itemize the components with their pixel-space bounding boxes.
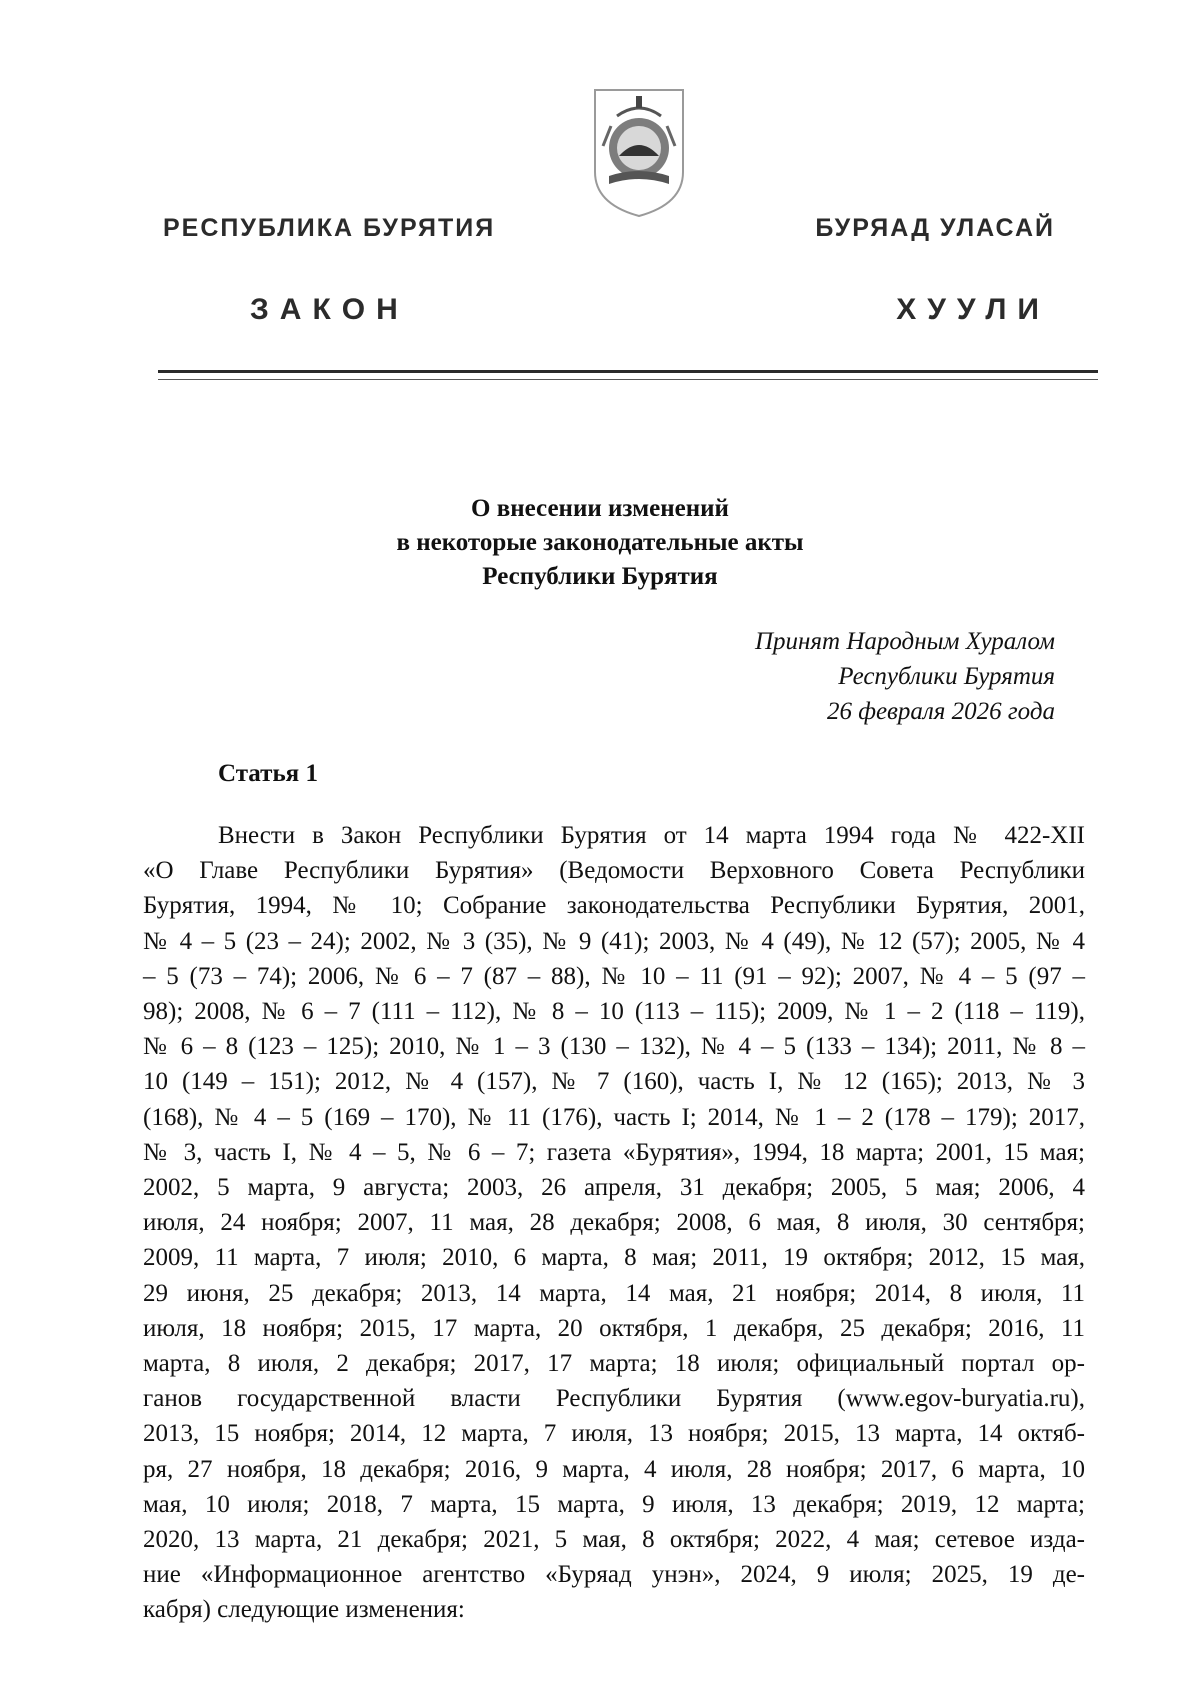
body-line: «О Главе Республики Бурятия» (Ведомости Верховного Совета Республики (143, 857, 1085, 885)
body-line: 10 (149 – 151); 2012, № 4 (157), № 7 (160), часть I, № 12 (165); 2013, № 3 (143, 1068, 1085, 1096)
body-line: 2002, 5 марта, 9 августа; 2003, 26 апреля, 31 декабря; 2005, 5 мая; 2006, 4 (143, 1174, 1085, 1202)
republic-name-russian: РЕСПУБЛИКА БУРЯТИЯ (163, 214, 496, 242)
body-line: июля, 24 ноября; 2007, 11 мая, 28 декабря; 2008, 6 мая, 8 июля, 30 сентября; (143, 1209, 1085, 1237)
law-title (0, 492, 1200, 594)
body-line: марта, 8 июля, 2 декабря; 2017, 17 марта; 18 июля; официальный портал ор- (143, 1350, 1085, 1378)
law-label-buryat: ХУУЛИ (896, 293, 1050, 326)
adoption-date: 26 февраля 2026 года (826, 698, 1055, 725)
body-line: Внести в Закон Республики Бурятия от 14 марта 1994 года № 422-XII (218, 822, 1085, 849)
body-line: ние «Информационное агентство «Буряад унэн», 2024, 9 июля; 2025, 19 де- (143, 1561, 1085, 1589)
body-line: июля, 18 ноября; 2015, 17 марта, 20 октября, 1 декабря, 25 декабря; 2016, 11 (143, 1314, 1085, 1342)
body-line: № 3, часть I, № 4 – 5, № 6 – 7; газета «Бурятия», 1994, 18 марта; 2001, 15 мая; (143, 1138, 1085, 1166)
title-line: в некоторые законодательные акты (396, 529, 804, 556)
article-heading: Статья 1 (218, 760, 318, 787)
adoption-note (755, 624, 1055, 729)
adoption-line: Республики Бурятия (838, 663, 1055, 690)
header-divider (158, 370, 1098, 380)
body-line: 29 июня, 25 декабря; 2013, 14 марта, 14 мая, 21 ноября; 2014, 8 июля, 11 (143, 1279, 1085, 1307)
title-line: О внесении изменений (471, 495, 729, 522)
body-line: мая, 10 июля; 2018, 7 марта, 15 марта, 9 июля, 13 декабря; 2019, 12 марта; (143, 1490, 1085, 1518)
body-line: (168), № 4 – 5 (169 – 170), № 11 (176), часть I; 2014, № 1 – 2 (178 – 179); 2017, (143, 1103, 1085, 1131)
body-line: 98); 2008, № 6 – 7 (111 – 112), № 8 – 10 (113 – 115); 2009, № 1 – 2 (118 – 119), (143, 998, 1085, 1026)
body-line: 2013, 15 ноября; 2014, 12 марта, 7 июля, 13 ноября; 2015, 13 марта, 14 октяб- (143, 1420, 1085, 1448)
coat-of-arms-emblem (589, 86, 689, 220)
body-line: 2009, 11 марта, 7 июля; 2010, 6 марта, 8 мая; 2011, 19 октября; 2012, 15 мая, (143, 1244, 1085, 1272)
body-line: № 6 – 8 (123 – 125); 2010, № 1 – 3 (130 – 132), № 4 – 5 (133 – 134); 2011, № 8 – (143, 1033, 1085, 1061)
title-line: Республики Бурятия (482, 563, 718, 590)
body-line: кабря) следующие изменения: (143, 1596, 465, 1624)
law-label-russian: ЗАКОН (250, 293, 409, 326)
body-line: № 4 – 5 (23 – 24); 2002, № 3 (35), № 9 (41); 2003, № 4 (49), № 12 (57); 2005, № 4 (143, 927, 1085, 955)
body-line: – 5 (73 – 74); 2006, № 6 – 7 (87 – 88), № 10 – 11 (91 – 92); 2007, № 4 – 5 (97 – (143, 962, 1085, 990)
body-line: ря, 27 ноября, 18 декабря; 2016, 9 марта, 4 июля, 28 ноября; 2017, 6 марта, 10 (143, 1455, 1085, 1483)
body-line: Бурятия, 1994, № 10; Собрание законодательства Республики Бурятия, 2001, (143, 892, 1085, 920)
body-line: ганов государственной власти Республики Бурятия (www.egov-buryatia.ru), (143, 1385, 1085, 1413)
article-body (143, 818, 1085, 1628)
adoption-line: Принят Народным Хуралом (754, 628, 1055, 655)
body-line: 2020, 13 марта, 21 декабря; 2021, 5 мая, 8 октября; 2022, 4 мая; сетевое изда- (143, 1526, 1085, 1554)
republic-name-buryat: БУРЯАД УЛАСАЙ (815, 214, 1055, 242)
